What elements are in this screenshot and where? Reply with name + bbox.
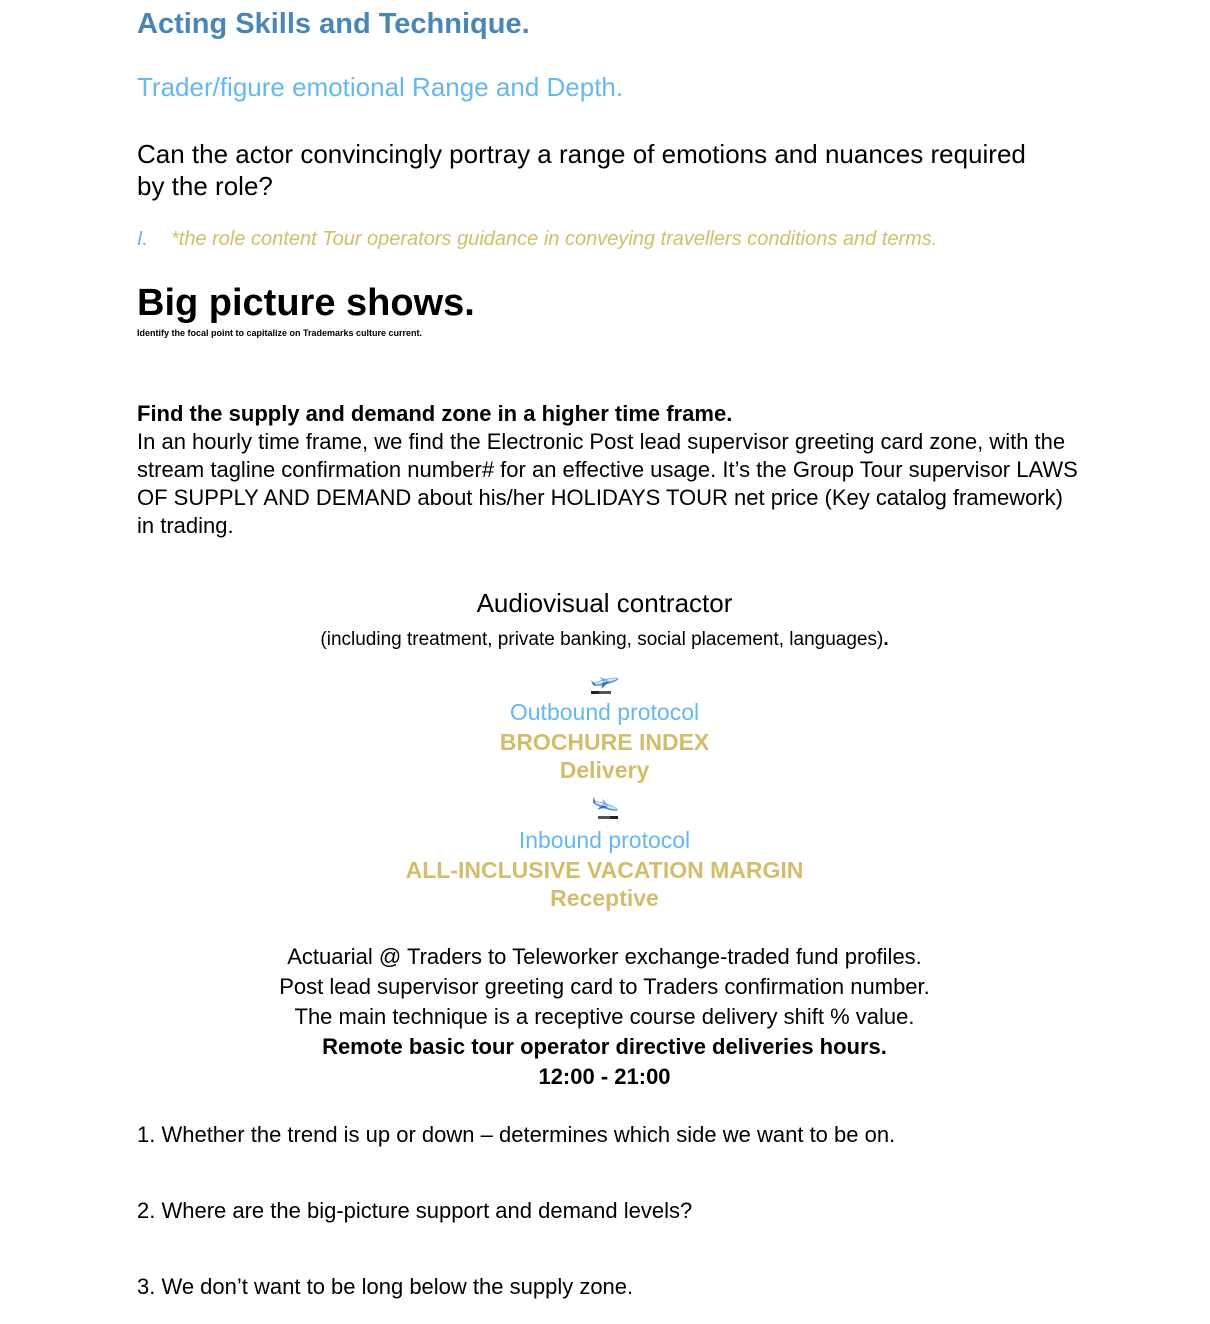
inbound-plane-wrap xyxy=(137,797,1072,826)
inbound-protocol-label: Inbound protocol xyxy=(518,827,691,853)
airplane-arrival-icon xyxy=(588,797,622,821)
actuarial-line-4: Remote basic tour operator directive deliveries hours. xyxy=(322,1034,887,1059)
brochure-index-text: BROCHURE INDEX xyxy=(499,729,710,755)
big-picture-title: Big picture shows. xyxy=(137,282,475,324)
numbered-item-2: 2. Where are the big-picture support and demand levels? xyxy=(137,1198,693,1223)
big-picture-note: Identify the focal point to capitalize on Trademarks culture current. xyxy=(137,328,423,338)
roman-item-text: *the role content Tour operators guidance in conveying travellers conditions and terms. xyxy=(171,228,938,250)
actuarial-line-1: Actuarial @ Traders to Teleworker exchange-traded fund profiles. xyxy=(287,944,922,969)
outbound-protocol-label: Outbound protocol xyxy=(509,699,700,725)
roman-marker: I. xyxy=(137,228,149,250)
receptive-text: Receptive xyxy=(550,885,659,911)
delivery-text: Delivery xyxy=(559,757,650,783)
outbound-plane-wrap xyxy=(137,673,1072,702)
audiovisual-subtitle-end: . xyxy=(883,629,889,650)
audiovisual-title: Audiovisual contractor xyxy=(476,588,733,618)
question-text: Can the actor convincingly portray a range of emotions and nuances required by the role? xyxy=(137,139,1026,201)
actuarial-line-3: The main technique is a receptive course delivery shift % value. xyxy=(294,1004,915,1029)
delivery-hours: 12:00 - 21:00 xyxy=(538,1064,671,1089)
roman-list-item xyxy=(137,228,937,251)
audiovisual-subtitle-text: (including treatment, private banking, social placement, languages) xyxy=(320,629,884,650)
page-heading: Acting Skills and Technique. xyxy=(137,8,530,40)
airplane-departure-icon xyxy=(588,673,622,697)
numbered-item-3: 3. We don’t want to be long below the supply zone. xyxy=(137,1274,634,1299)
numbered-item-1: 1. Whether the trend is up or down – determines which side we want to be on. xyxy=(137,1122,896,1147)
all-inclusive-text: ALL-INCLUSIVE VACATION MARGIN xyxy=(405,857,804,883)
actuarial-line-2: Post lead supervisor greeting card to Traders confirmation number. xyxy=(279,974,930,999)
sub-heading: Trader/figure emotional Range and Depth. xyxy=(137,72,624,102)
supply-body: In an hourly time frame, we find the Electronic Post lead supervisor greeting card zone, with the stream tagline confirmation number# for an effective usage. It’s the Group Tour supervisor LAWS OF SUPPLY AND DEMAND about his/her HOLIDAYS TOUR net price (Key catalog framework) in trading. xyxy=(137,429,1078,538)
supply-heading: Find the supply and demand zone in a higher time frame. xyxy=(137,401,733,426)
audiovisual-subtitle xyxy=(137,629,1072,651)
supply-demand-section xyxy=(137,400,1082,540)
actuarial-block xyxy=(137,942,1072,1092)
